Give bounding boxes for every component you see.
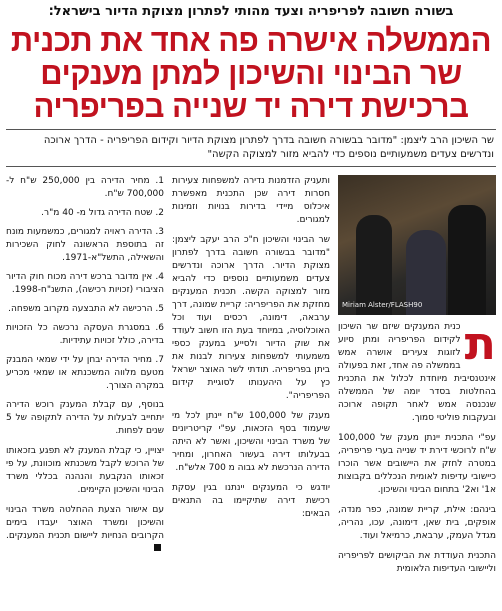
headline-line: הממשלה אישרה פה אחד את תכנית <box>10 23 492 58</box>
column-left <box>6 175 164 605</box>
kicker: בשורה חשובה לפריפריה וצעד מהותי לפתרון מצוקת הדיור בישראל: <box>48 4 454 19</box>
paragraph: יודגש כי המענקים יינתנו בגין עסקת רכישת דירה שתיקיימו בה התנאים הבאים: <box>172 483 330 519</box>
drop-cap: ת <box>464 316 496 370</box>
article-photo <box>338 175 496 315</box>
list-item: 3. הדירה ראויה למגורים, כמשמעות מונח זה בתוספת הראשונה לחוק השכירות והשאילה, התשל"א-1971. <box>6 227 164 263</box>
paragraph: התכנית העודדת את הביקושים לפריפריה וליישובי העדיפות הלאומית <box>338 551 496 574</box>
paragraph: ותעניק הזדמנות נדירה למשפחות צעירות חסרות דירה שכן התכנית מאפשרת איכלוס מיידי בדירות בנויות וזמינות למגורים. <box>172 176 330 225</box>
column-right <box>338 175 496 605</box>
photo-figure <box>448 205 486 315</box>
list-item: 7. מחיר הדירה יבחן על ידי שמאי המבנק מטעם מלווה המשכנתא או שמאי מכריע במקרה הצורך. <box>6 355 164 391</box>
paragraph: עפ"י התכנית יינתן מענק של 100,000 ש"ח לרוכשי דירת יד שנייה בערי פריפריה, במטרה לחזק את היישובים אשר הוכרו כיישובי עדיפות לאומית הנכללים בקבוצות א1' וא2' בתחום הבינוי והשיכון. <box>338 433 496 495</box>
headline <box>6 24 496 123</box>
headline-line: שר הבינוי והשיכון למתן מענקים <box>40 56 462 91</box>
paragraph <box>6 504 164 556</box>
subheadline-quote: שר השיכון הרב ליצמן: "מדובר בבשורה חשובה בדרך לפתרון מצוקת הדיור וקידום הפריפריה - הדרך ארוכה ונדרשים צעדים משמעותיים נוספים כדי להביא מזור למצוקה הקשה" <box>6 129 496 167</box>
article-columns <box>6 175 496 605</box>
list-item: 5. הרכישה לא התבצעה מקרוב משפחה. <box>8 304 164 314</box>
list-item: 6. במסגרת העסקה נרכשה כל הזכויות בדירה, כולל זכויות עתידיות. <box>6 323 164 346</box>
paragraph: שר הבינוי והשיכון ח"כ הרב יעקב ליצמן: "מדובר בבשורה חשובה בדרך לפתרון מצוקת הדיור. הדרך ארוכה ונדרשים צעדים משמעותיים נוספים כדי להביא מזור למצוקה הקשה. תכנית המענקים מחזקת את הפריפריה: קריית שמונה, דרך ערבאה, דימונה, רכסים ועוד וכל האוכלוסיה, במיוחד בעת הזו חשוב לעודד את שוק הדיור ולסייע במענק כספי משמעותי למשפחות צעירות לבנות את ביתן בפריפריה. תודתי לשר האוצר ישראל כץ על היהענותו לסוגיית קידום הפריפריה". <box>172 235 330 401</box>
conditions-list <box>6 175 164 393</box>
list-item: 1. מחיר הדירה בין 250,000 ש"ח ל- 700,000 ש"ח. <box>6 176 165 199</box>
photo-credit: Miriam Alster/FLASH90 <box>342 301 423 309</box>
paragraph: בנוסף, עם קבלת המענק רוכש הדירה יתחייב לבעלות על הדירה לתקופה של 5 שנים לפחות. <box>6 400 164 436</box>
headline-line: ברכישת דירה יד שנייה בפריפריה <box>33 89 469 124</box>
paragraph: יצויין, כי קבלת המענק לא תפגע בזכאותו של הרוכש לקבל משכנתא מוכוונת, על פי זכאותו הנקבעת והנהנה בכללי משרד הבינוי והשיכון הקיימים. <box>6 446 164 495</box>
list-item: 4. אין מדובר ברכש דירה מכוח חוק הדיור הציבורי (זכויות רכישה), התשנ"ח-1998. <box>6 272 164 295</box>
column-middle <box>172 175 330 605</box>
paragraph: כנית המענקים שיזם שר השיכון לקידום הפריפריה ומתן סיוע לזוגות צעירים אושרה אמש בממשלה פה אחד, זאת בפעולה אינטנסיבית מיוחדת לכלול את התכנית בהחלטות בסדר יומה של הממשלה שנכנסה אמש לאחר תקופה ארוכה ובעקבות פוליטי סמוך. <box>338 322 496 423</box>
end-mark-icon <box>154 544 161 551</box>
paragraph: בינהם: אילת, קריית שמונה, כפר מנדה, אופקים, בית שאן, דימונה, עכו, נהריה, מגדל העמק, ערבאת, כרמיאל ועוד. <box>338 505 496 541</box>
paragraph: מענק של 100,000 ש"ח יינתן לכל מי שיעמוד בסף הזכאות, עפ"י קריטריונים של משרד הבינוי והשיכון, ואשר לא היתה בבעלותו דירה בעשור האחרון, ומחיר הדירה הנרכשת לא גבוה מ 700 אלש"ח. <box>172 411 331 473</box>
paragraph-text: עם אישור הצעת ההחלטה משרד הבינוי והשיכון ומשרד האוצר יעבדו בימים הקרובים הנחיות ליישום תכנית המענקים. <box>6 505 164 541</box>
list-item: 2. שטח הדירה גדול מ- 40 מ"ר. <box>41 208 164 218</box>
